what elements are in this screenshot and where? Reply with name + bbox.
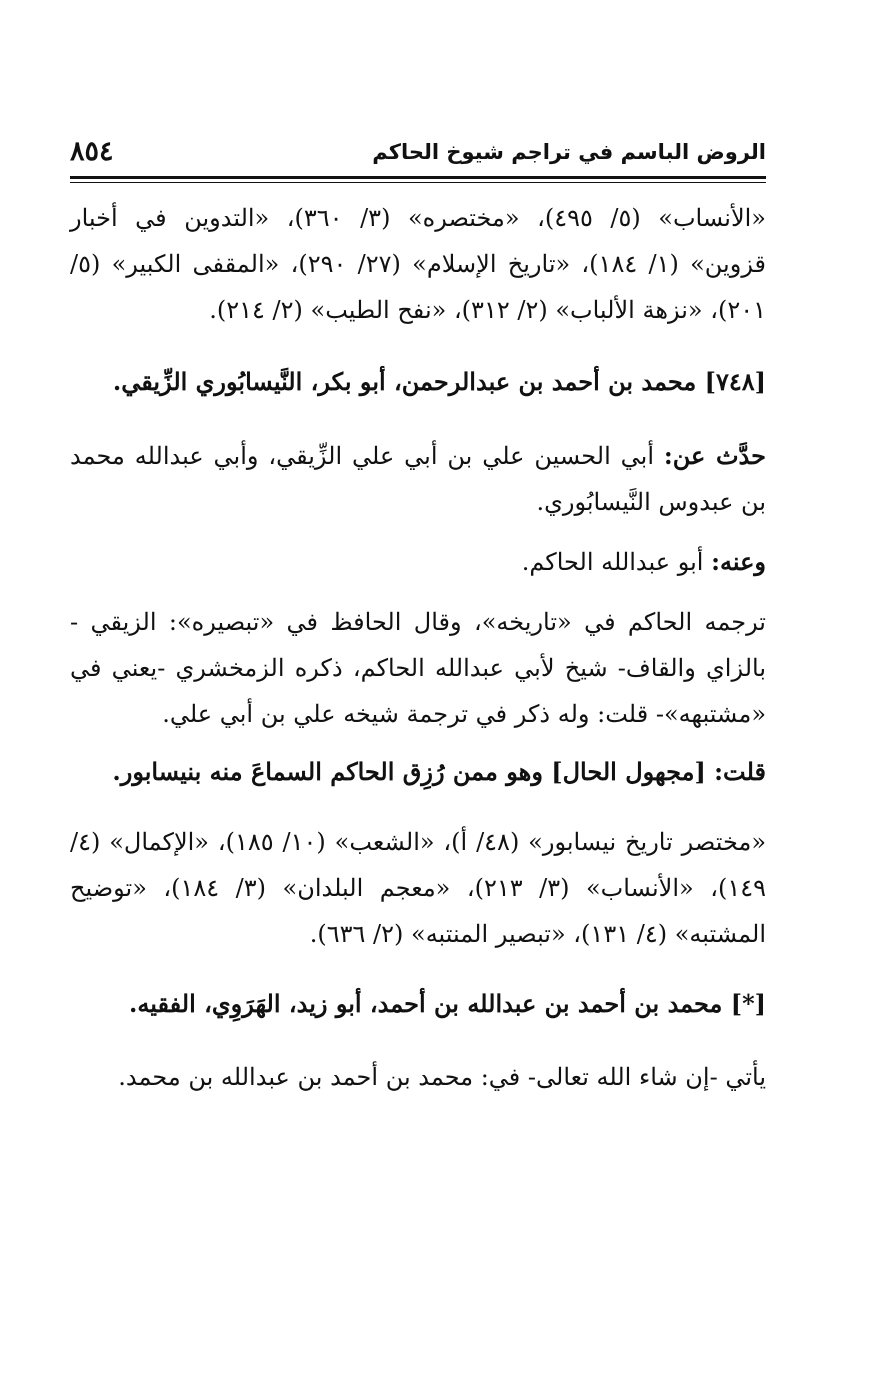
narrated-from-text: أبي الحسين علي بن أبي علي الزِّيقي، وأبي عبدالله محمد بن عبدوس النَّيسابُوري. <box>70 442 766 516</box>
running-header <box>70 130 766 176</box>
header-rule-thick <box>70 176 766 179</box>
entry-748-references: «مختصر تاريخ نيسابور» (٤٨/ أ)، «الشعب» (١٠/ ١٨٥)، «الإكمال» (٤/ ١٤٩)، «الأنساب» (٣/ ٢١٣)، «معجم البلدان» (٣/ ١٨٤)، «توضيح المشتبه» (٤/ ١٣١)، «تبصير المنتبه» (٢/ ٦٣٦). <box>70 828 766 948</box>
book-page <box>70 130 766 1103</box>
entry-748-verdict: قلت: [مجهول الحال] وهو ممن رُزِق الحاكم السماعَ منه بنيسابور. <box>112 757 766 786</box>
entry-star-crossref: يأتي -إن شاء الله تعالى- في: محمد بن أحمد بن عبدالله بن محمد. <box>118 1063 766 1091</box>
entry-748-biography: ترجمه الحاكم في «تاريخه»، وقال الحافظ في «تبصيره»: الزيقي - بالزاي والقاف- شيخ لأبي عبدالله الحاكم، ذكره الزمخشري -يعني في «مشتبهه»- قلت: وله ذكر في ترجمة شيخه علي بن أبي علي. <box>70 608 766 728</box>
entry-star-heading: [*] محمد بن أحمد بن عبدالله بن أحمد، أبو زيد، الهَرَوِي، الفقيه. <box>129 989 766 1018</box>
page-number: ٨٥٤ <box>70 136 114 167</box>
entry-748-from-him <box>70 539 766 585</box>
book-title: الروض الباسم في تراجم شيوخ الحاكم <box>372 140 766 164</box>
from-him-text: أبو عبدالله الحاكم. <box>521 548 704 576</box>
references-previous-entry: «الأنساب» (٥/ ٤٩٥)، «مختصره» (٣/ ٣٦٠)، «التدوين في أخبار قزوين» (١/ ١٨٤)، «تاريخ الإسلام» (٢٧/ ٢٩٠)، «المقفى الكبير» (٥/ ٢٠١)، «نزهة الألباب» (٢/ ٣١٢)، «نفح الطيب» (٢/ ٢١٤). <box>70 204 767 324</box>
entry-748-heading: [٧٤٨] محمد بن أحمد بن عبدالرحمن، أبو بكر، النَّيسابُوري الزِّيقي. <box>112 367 766 396</box>
header-rule-thin <box>70 182 766 183</box>
from-him-label: وعنه: <box>711 547 766 576</box>
entry-748-narrated-from <box>70 433 766 525</box>
narrated-from-label: حدَّث عن: <box>663 441 766 470</box>
